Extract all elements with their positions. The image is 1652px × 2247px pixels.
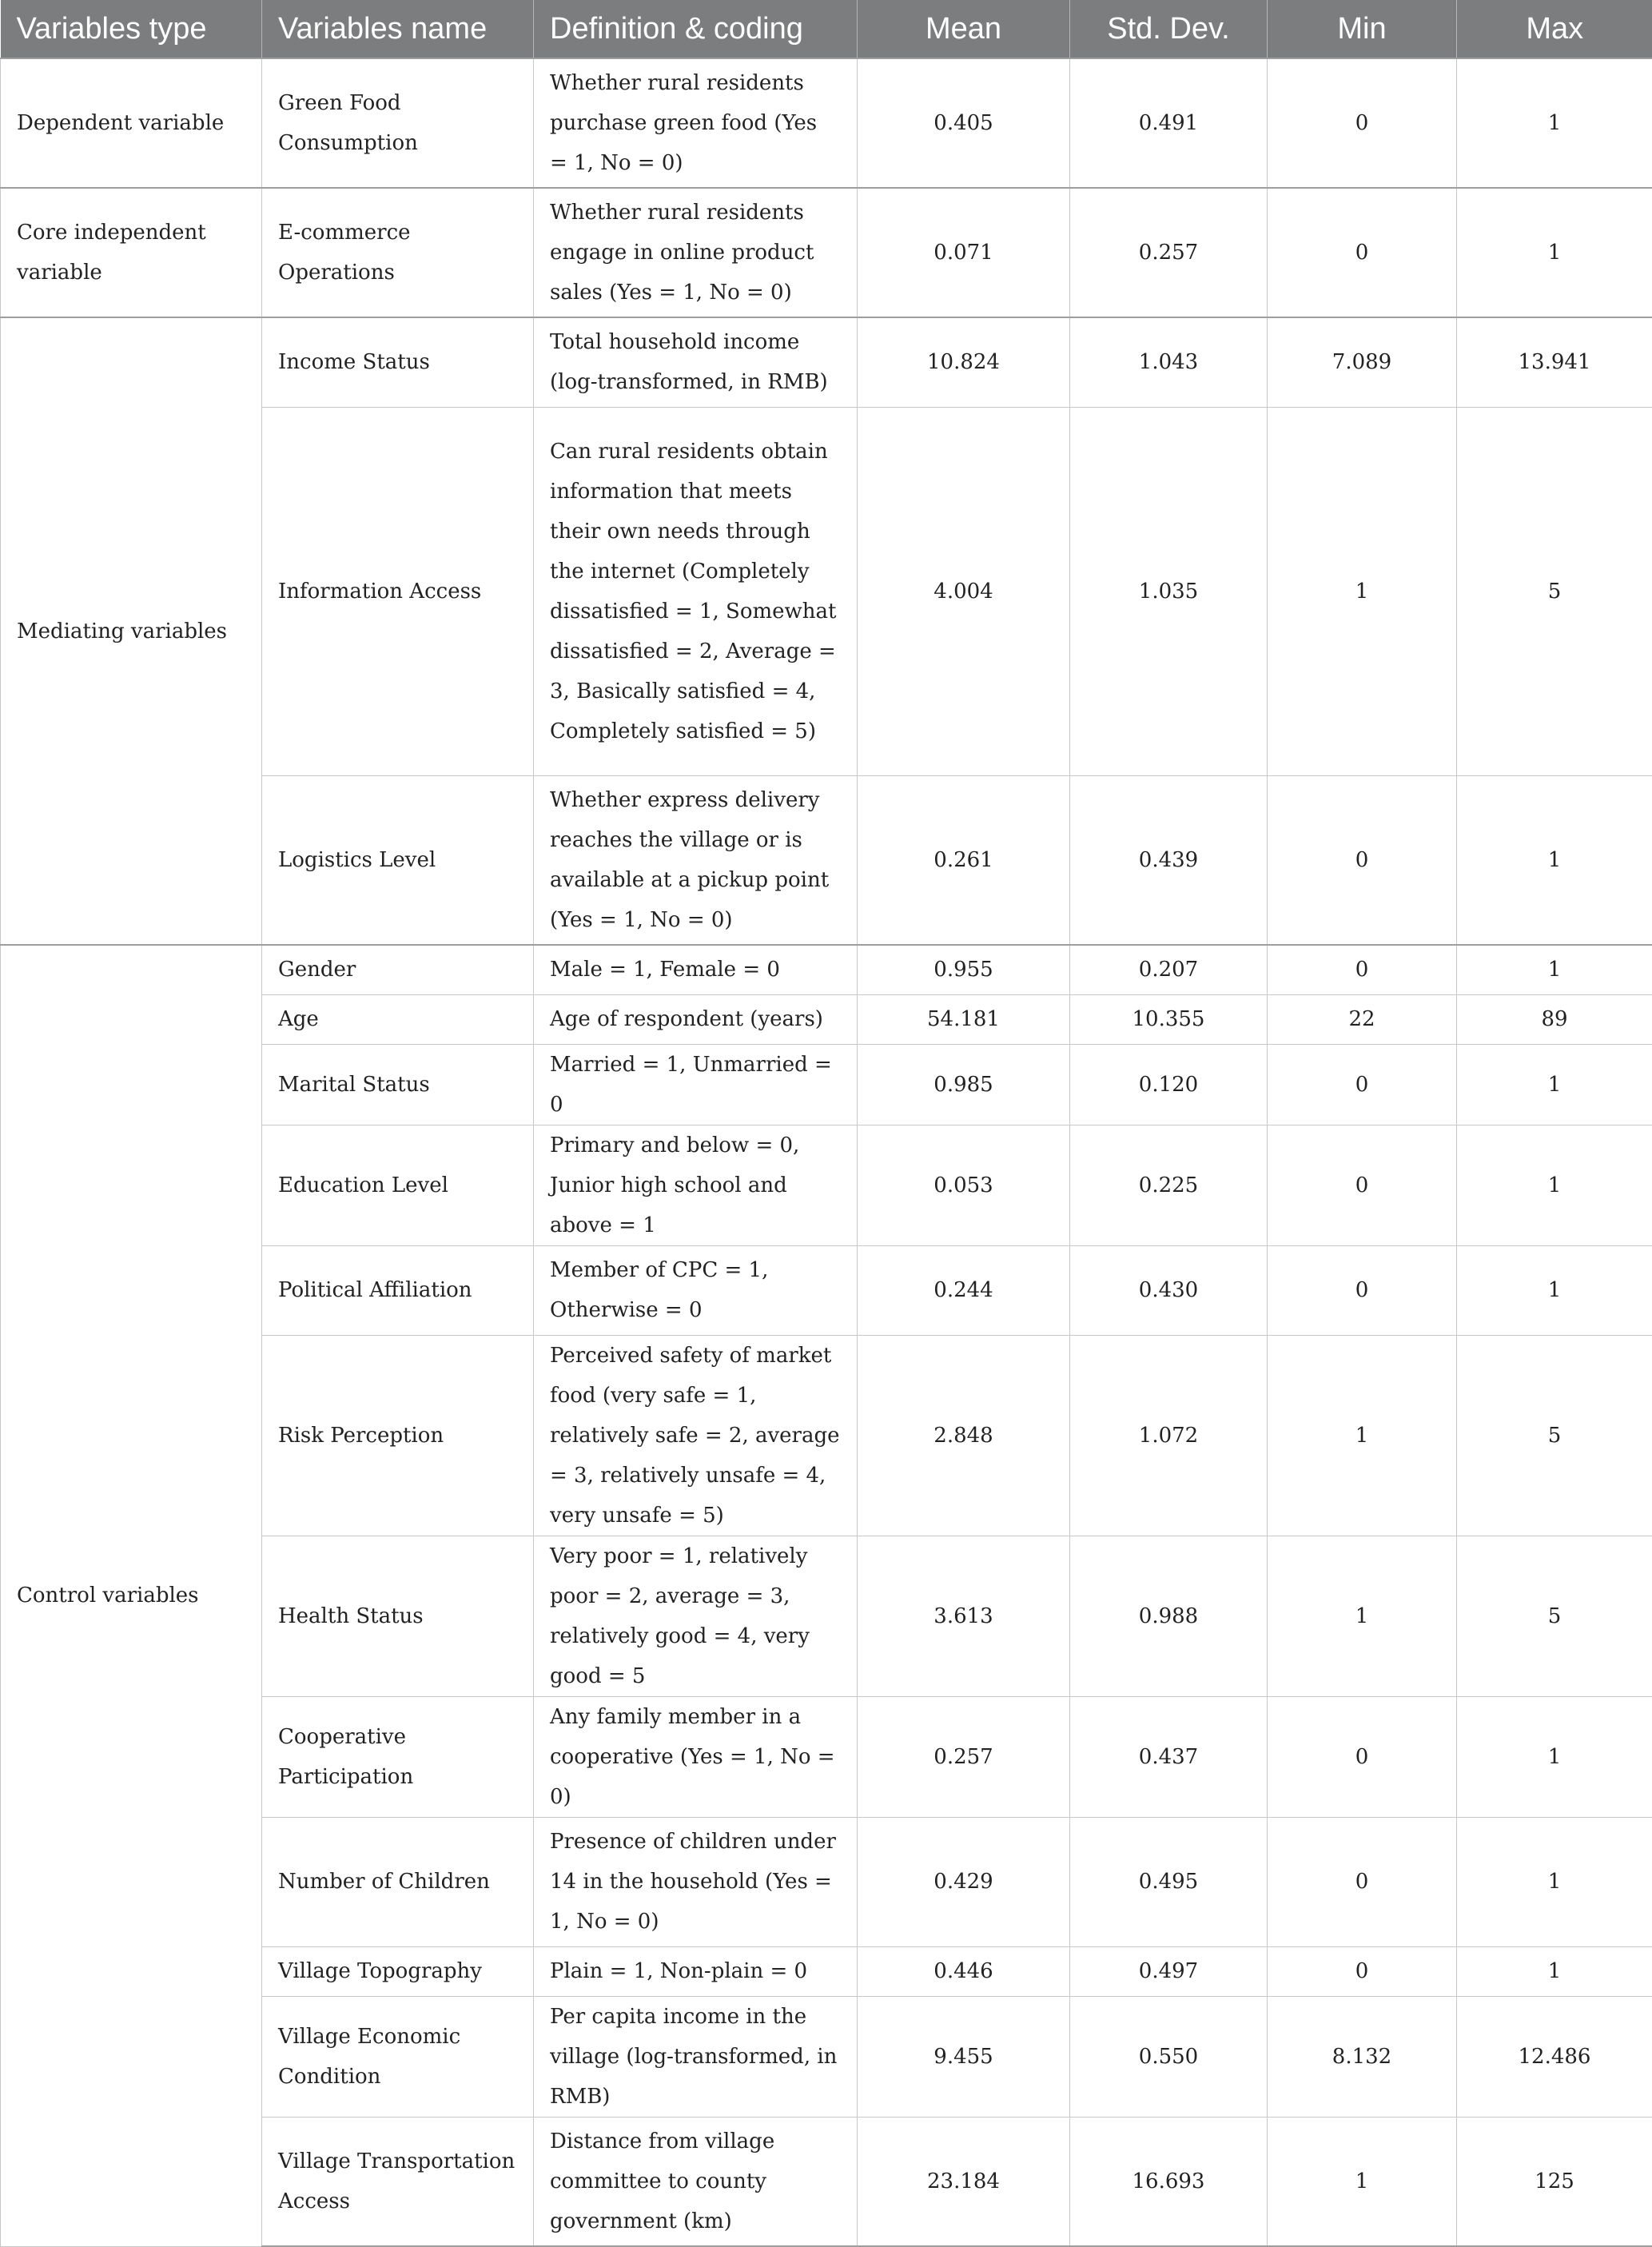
definition-cell: Male = 1, Female = 0 [534, 945, 858, 994]
max-cell: 12.486 [1457, 1996, 1652, 2117]
std-dev-cell: 0.120 [1070, 1044, 1268, 1125]
variable-name-cell: Risk Perception [262, 1335, 534, 1536]
variable-name-cell: Village Transportation Access [262, 2117, 534, 2246]
mean-cell: 0.985 [858, 1044, 1070, 1125]
mean-cell: 54.181 [858, 994, 1070, 1044]
table-row [1, 317, 1652, 407]
variable-name-cell: Political Affiliation [262, 1245, 534, 1335]
min-cell: 0 [1268, 1696, 1457, 1817]
min-cell: 7.089 [1268, 317, 1457, 407]
variable-name-cell: Education Level [262, 1125, 534, 1245]
min-cell: 0 [1268, 1044, 1457, 1125]
variable-type-cell: Mediating variables [1, 317, 262, 945]
mean-cell: 0.244 [858, 1245, 1070, 1335]
max-cell: 89 [1457, 994, 1652, 1044]
max-cell: 5 [1457, 407, 1652, 775]
std-dev-cell: 1.043 [1070, 317, 1268, 407]
variable-name-cell: Village Topography [262, 1946, 534, 1996]
mean-cell: 3.613 [858, 1536, 1070, 1696]
mean-cell: 0.446 [858, 1946, 1070, 1996]
mean-cell: 0.053 [858, 1125, 1070, 1245]
std-dev-cell: 10.355 [1070, 994, 1268, 1044]
min-cell: 0 [1268, 188, 1457, 317]
variable-name-cell: Income Status [262, 317, 534, 407]
header-mean: Mean [858, 0, 1070, 58]
std-dev-cell: 0.550 [1070, 1996, 1268, 2117]
max-cell: 1 [1457, 945, 1652, 994]
mean-cell: 0.429 [858, 1817, 1070, 1946]
header-definition-coding: Definition & coding [534, 0, 858, 58]
variable-name-cell: Age [262, 994, 534, 1044]
mean-cell: 0.257 [858, 1696, 1070, 1817]
max-cell: 1 [1457, 1946, 1652, 1996]
min-cell: 0 [1268, 945, 1457, 994]
min-cell: 0 [1268, 1946, 1457, 1996]
std-dev-cell: 0.491 [1070, 58, 1268, 188]
header-std-dev: Std. Dev. [1070, 0, 1268, 58]
variable-name-cell: Village Economic Condition [262, 1996, 534, 2117]
mean-cell: 0.071 [858, 188, 1070, 317]
header-variables-type: Variables type [1, 0, 262, 58]
variable-type-cell: Core independent variable [1, 188, 262, 317]
definition-cell: Any family member in a cooperative (Yes = 1, No = 0) [534, 1696, 858, 1817]
variable-name-cell: Health Status [262, 1536, 534, 1696]
definition-cell: Distance from village committee to county government (km) [534, 2117, 858, 2246]
max-cell: 125 [1457, 2117, 1652, 2246]
variable-name-cell: Cooperative Participation [262, 1696, 534, 1817]
max-cell: 5 [1457, 1335, 1652, 1536]
min-cell: 1 [1268, 1536, 1457, 1696]
std-dev-cell: 0.430 [1070, 1245, 1268, 1335]
std-dev-cell: 0.495 [1070, 1817, 1268, 1946]
variable-name-cell: Information Access [262, 407, 534, 775]
mean-cell: 9.455 [858, 1996, 1070, 2117]
variable-name-cell: Number of Children [262, 1817, 534, 1946]
max-cell: 1 [1457, 1817, 1652, 1946]
table-row [1, 945, 1652, 994]
definition-cell: Age of respondent (years) [534, 994, 858, 1044]
mean-cell: 10.824 [858, 317, 1070, 407]
definition-cell: Total household income (log-transformed, in RMB) [534, 317, 858, 407]
min-cell: 1 [1268, 2117, 1457, 2246]
definition-cell: Whether rural residents purchase green food (Yes = 1, No = 0) [534, 58, 858, 188]
min-cell: 1 [1268, 407, 1457, 775]
table-body [1, 58, 1652, 2246]
std-dev-cell: 1.072 [1070, 1335, 1268, 1536]
max-cell: 1 [1457, 58, 1652, 188]
std-dev-cell: 0.207 [1070, 945, 1268, 994]
variable-type-cell: Dependent variable [1, 58, 262, 188]
std-dev-cell: 0.988 [1070, 1536, 1268, 1696]
table-row [1, 58, 1652, 188]
max-cell: 13.941 [1457, 317, 1652, 407]
definition-cell: Primary and below = 0, Junior high school and above = 1 [534, 1125, 858, 1245]
mean-cell: 23.184 [858, 2117, 1070, 2246]
min-cell: 0 [1268, 775, 1457, 945]
mean-cell: 2.848 [858, 1335, 1070, 1536]
min-cell: 1 [1268, 1335, 1457, 1536]
min-cell: 0 [1268, 1245, 1457, 1335]
std-dev-cell: 0.437 [1070, 1696, 1268, 1817]
min-cell: 8.132 [1268, 1996, 1457, 2117]
mean-cell: 0.261 [858, 775, 1070, 945]
variable-name-cell: Green Food Consumption [262, 58, 534, 188]
definition-cell: Per capita income in the village (log-transformed, in RMB) [534, 1996, 858, 2117]
definition-cell: Very poor = 1, relatively poor = 2, average = 3, relatively good = 4, very good = 5 [534, 1536, 858, 1696]
max-cell: 1 [1457, 1245, 1652, 1335]
max-cell: 1 [1457, 775, 1652, 945]
max-cell: 1 [1457, 1696, 1652, 1817]
header-variables-name: Variables name [262, 0, 534, 58]
std-dev-cell: 0.257 [1070, 188, 1268, 317]
min-cell: 0 [1268, 1817, 1457, 1946]
header-min: Min [1268, 0, 1457, 58]
definition-cell: Married = 1, Unmarried = 0 [534, 1044, 858, 1125]
definition-cell: Can rural residents obtain information that meets their own needs through the internet (Completely dissatisfied = 1, Somewhat dissatisfied = 2, Average = 3, Basically satisfied = 4, Completely satisfied = 5) [534, 407, 858, 775]
std-dev-cell: 0.225 [1070, 1125, 1268, 1245]
std-dev-cell: 16.693 [1070, 2117, 1268, 2246]
header-max: Max [1457, 0, 1652, 58]
min-cell: 0 [1268, 58, 1457, 188]
std-dev-cell: 0.439 [1070, 775, 1268, 945]
variable-name-cell: E-commerce Operations [262, 188, 534, 317]
definition-cell: Whether express delivery reaches the village or is available at a pickup point (Yes = 1, No = 0) [534, 775, 858, 945]
max-cell: 1 [1457, 1125, 1652, 1245]
definition-cell: Presence of children under 14 in the household (Yes = 1, No = 0) [534, 1817, 858, 1946]
variable-type-cell: Control variables [1, 945, 262, 2246]
min-cell: 22 [1268, 994, 1457, 1044]
variable-name-cell: Marital Status [262, 1044, 534, 1125]
variable-name-cell: Logistics Level [262, 775, 534, 945]
mean-cell: 0.955 [858, 945, 1070, 994]
min-cell: 0 [1268, 1125, 1457, 1245]
variable-name-cell: Gender [262, 945, 534, 994]
max-cell: 1 [1457, 188, 1652, 317]
mean-cell: 4.004 [858, 407, 1070, 775]
mean-cell: 0.405 [858, 58, 1070, 188]
max-cell: 5 [1457, 1536, 1652, 1696]
header-row [1, 0, 1652, 58]
std-dev-cell: 1.035 [1070, 407, 1268, 775]
std-dev-cell: 0.497 [1070, 1946, 1268, 1996]
definition-cell: Member of CPC = 1, Otherwise = 0 [534, 1245, 858, 1335]
table-row [1, 188, 1652, 317]
definition-cell: Plain = 1, Non-plain = 0 [534, 1946, 858, 1996]
definition-cell: Whether rural residents engage in online product sales (Yes = 1, No = 0) [534, 188, 858, 317]
max-cell: 1 [1457, 1044, 1652, 1125]
definition-cell: Perceived safety of market food (very safe = 1, relatively safe = 2, average = 3, relatively unsafe = 4, very unsafe = 5) [534, 1335, 858, 1536]
